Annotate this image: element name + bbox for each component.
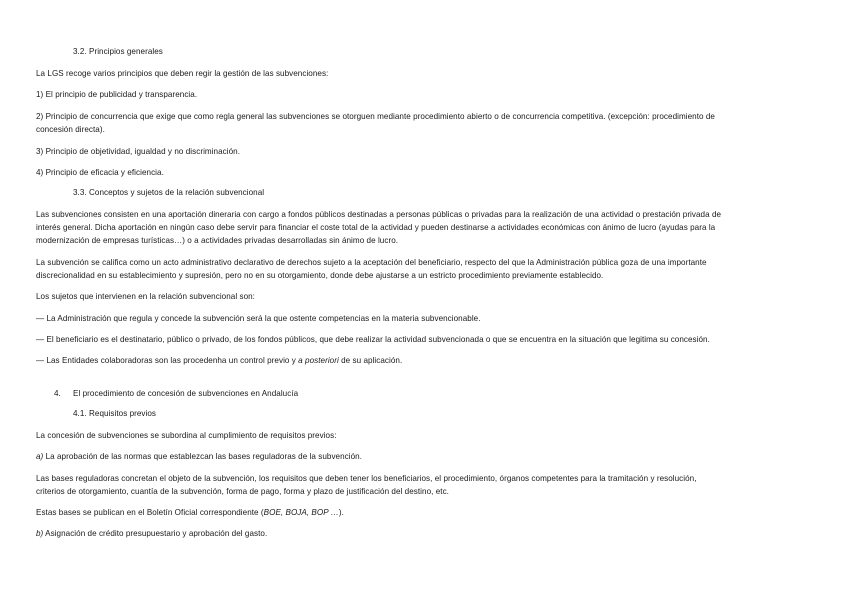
boletin-list: BOE, BOJA, BOP … (263, 508, 339, 517)
item-a-text: La aprobación de las normas que establezcan las bases reguladoras de la subvención. (43, 452, 363, 461)
item-a (36, 450, 808, 463)
item-a-letter: a) (36, 452, 44, 461)
paragraph-sujetos: Los sujetos que intervienen en la relación subvencional son: (36, 292, 255, 301)
paragraph-acto-line-1: La subvención se califica como un acto administrativo declarativo de derechos sujeto a la aceptación del beneficiario, respecto del que la Administración pública goza de una importante (36, 258, 707, 267)
paragraph-boletin-text: Estas bases se publican en el Boletín Oficial correspondiente ( (36, 508, 264, 517)
list-item-beneficiario: — El beneficiario es el destinatario, público o privado, de los fondos públicos, que debe realizar la actividad subvencionada o que se encuentra en la situación que legitima su concesión. (36, 335, 710, 344)
heading-4-number: 4. (54, 389, 61, 398)
heading-4-1: 4.1. Requisitos previos (73, 409, 157, 418)
principle-2-line-1: 2) Principio de concurrencia que exige que como regla general las subvenciones se otorguen mediante procedimiento abierto o de concurrencia competitiva. (excepción: procedimiento de (36, 112, 715, 121)
paragraph-subvenciones-line-1: Las subvenciones consisten en una aportación dineraria con cargo a fondos públicos destinadas a personas públicas o privadas para la realización de una actividad o prestación privada de (36, 210, 722, 219)
paragraph-boletin-tail: ). (338, 508, 344, 517)
list-item-entidades-tail: de su aplicación. (338, 356, 403, 365)
list-item-administracion: — La Administración que regula y concede la subvención será la que ostente competencias en la materia subvencionable. (36, 314, 481, 323)
list-item-entidades-text: — Las Entidades colaboradoras son las procedenha un control previo y (36, 356, 299, 365)
list-item-entidades (36, 354, 808, 367)
paragraph-subvenciones-line-3: modernización de empresas turísticas…) o a actividades privadas desarrolladas sin ánimo de lucro. (36, 236, 399, 245)
paragraph-concesion: La concesión de subvenciones se subordina al cumplimiento de requisitos previos: (36, 431, 337, 440)
heading-3-3: 3.3. Conceptos y sujetos de la relación subvencional (73, 188, 265, 197)
paragraph-acto-line-2: discrecionalidad en su establecimiento y supresión, pero no en su otorgamiento, donde debe ajustarse a un estricto procedimiento previamente establecido. (36, 271, 604, 280)
paragraph-bases-line-1: Las bases reguladoras concretan el objeto de la subvención, los requisitos que deben tener los beneficiarios, el procedimiento, órganos competentes para la tramitación y resolución, (36, 474, 697, 483)
heading-3-2: 3.2. Principios generales (73, 47, 163, 56)
a-posteriori-text: a posteriori (298, 356, 339, 365)
item-b-text: Asignación de crédito presupuestario y aprobación del gasto. (43, 529, 268, 538)
paragraph-lgs: La LGS recoge varios principios que deben regir la gestión de las subvenciones: (36, 69, 329, 78)
principle-1: 1) El principio de publicidad y transparencia. (36, 90, 198, 99)
principle-2-line-2: concesión directa). (36, 125, 105, 134)
paragraph-subvenciones-line-2: interés general. Dicha aportación en ningún caso debe servir para financiar el coste total de la actividad y pueden destinarse a actividades económicas con ánimo de lucro (ayudas para la (36, 223, 716, 232)
item-b (36, 527, 808, 540)
item-b-letter: b) (36, 529, 44, 538)
paragraph-boletin (36, 506, 808, 519)
paragraph-bases-line-2: criterios de otorgamiento, cuantía de la subvención, forma de pago, forma y plazo de justificación del destino, etc. (36, 487, 449, 496)
heading-4: El procedimiento de concesión de subvenciones en Andalucía (73, 389, 299, 398)
principle-4: 4) Principio de eficacia y eficiencia. (36, 168, 164, 177)
principle-3: 3) Principio de objetividad, igualdad y no discriminación. (36, 147, 241, 156)
